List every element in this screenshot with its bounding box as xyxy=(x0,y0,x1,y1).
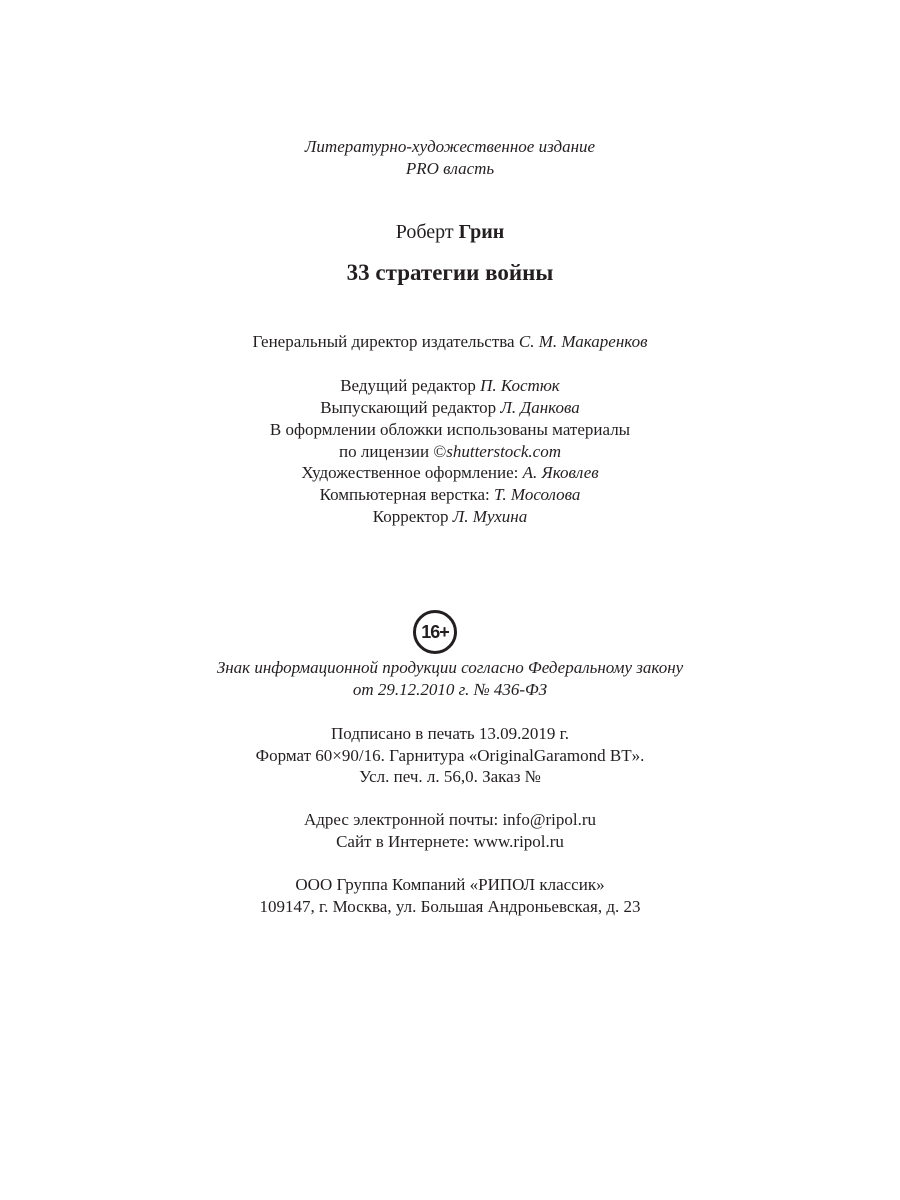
age-notice-line1: Знак информационной продукции согласно Федеральному закону xyxy=(216,658,684,677)
credit-label: Художественное оформление: xyxy=(301,463,519,482)
series-name: PRO власть xyxy=(405,159,495,178)
author-name xyxy=(0,221,900,243)
publisher-address: 109147, г. Москва, ул. Большая Андроньевская, д. 23 xyxy=(259,897,641,916)
credit-name: Т. Мосолова xyxy=(494,485,581,504)
contact-website: Сайт в Интернете: www.ripol.ru xyxy=(336,832,564,851)
general-director-name: С. М. Макаренков xyxy=(518,332,648,351)
credit-line xyxy=(0,397,900,419)
credit-line xyxy=(0,462,900,484)
print-format: Формат 60×90/16. Гарнитура «OriginalGaramond BT». xyxy=(255,746,645,765)
credit-label: Компьютерная верстка: xyxy=(319,485,490,504)
author-last-name: Грин xyxy=(458,221,505,243)
credit-name: shutterstock.com xyxy=(446,442,561,461)
credit-line xyxy=(0,375,900,397)
credit-name: А. Яковлев xyxy=(522,463,599,482)
print-signed: Подписано в печать 13.09.2019 г. xyxy=(331,724,569,743)
credit-label: Корректор xyxy=(372,507,449,526)
credit-line xyxy=(0,506,900,528)
contact-email: Адрес электронной почты: info@ripol.ru xyxy=(303,810,596,829)
credit-line xyxy=(0,441,900,463)
credit-name: Л. Данкова xyxy=(500,398,580,417)
credit-label: Ведущий редактор xyxy=(340,376,476,395)
book-title: 33 стратегии войны xyxy=(346,260,554,285)
credit-name: Л. Мухина xyxy=(452,507,528,526)
print-sheets: Усл. печ. л. 56,0. Заказ № xyxy=(359,767,541,786)
credit-label: Выпускающий редактор xyxy=(320,398,497,417)
age-notice-line2: от 29.12.2010 г. № 436-ФЗ xyxy=(352,680,548,699)
credit-name: П. Костюк xyxy=(480,376,560,395)
credit-label: по лицензии © xyxy=(339,442,447,461)
author-first-name: Роберт xyxy=(395,221,454,243)
credit-label: В оформлении обложки использованы материалы xyxy=(269,420,631,439)
publisher-name: ООО Группа Компаний «РИПОЛ классик» xyxy=(295,875,605,894)
age-rating-badge: 16+ xyxy=(413,610,457,654)
general-director-line xyxy=(0,331,900,353)
credit-line xyxy=(0,484,900,506)
general-director-label: Генеральный директор издательства xyxy=(252,332,515,351)
credit-line xyxy=(0,419,900,441)
edition-type: Литературно-художественное издание xyxy=(304,137,596,156)
